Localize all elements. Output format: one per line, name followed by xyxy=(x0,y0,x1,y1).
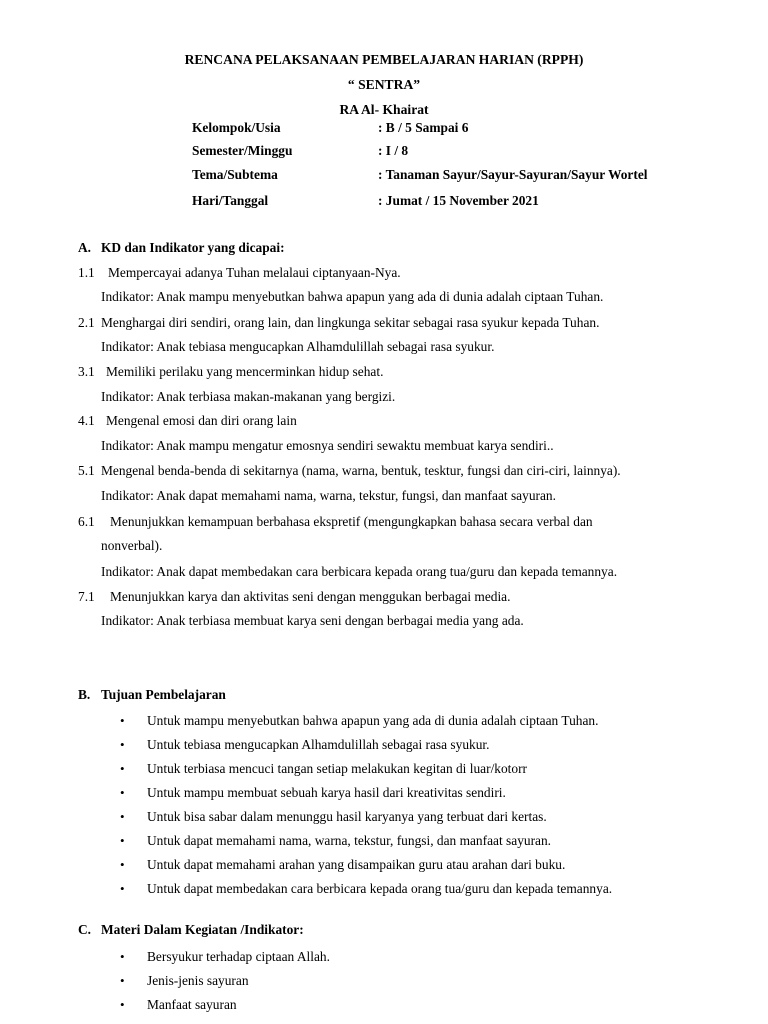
section-b-title: Tujuan Pembelajaran xyxy=(101,687,226,702)
list-item xyxy=(120,881,612,897)
section-c-letter: C. xyxy=(78,922,92,937)
bullet-icon: • xyxy=(120,737,125,752)
kd-indikator: Indikator: Anak tebiasa mengucapkan Alhamdulillah sebagai rasa syukur. xyxy=(101,339,495,354)
list-item-text: Untuk dapat memahami arahan yang disampaikan guru atau arahan dari buku. xyxy=(147,857,566,872)
meta-value-semester: : I / 8 xyxy=(378,143,409,158)
bullet-icon: • xyxy=(120,881,125,896)
kd-indikator: Indikator: Anak terbiasa makan-makanan yang bergizi. xyxy=(101,389,396,404)
list-item xyxy=(120,785,506,801)
kd-text: Mengenal emosi dan diri orang lain xyxy=(106,413,297,428)
list-item-text: Untuk mampu menyebutkan bahwa apapun yang ada di dunia adalah ciptaan Tuhan. xyxy=(147,713,599,728)
bullet-icon: • xyxy=(120,809,125,824)
kd-number: 4.1 xyxy=(78,413,95,428)
bullet-icon: • xyxy=(120,785,125,800)
kd-number: 2.1 xyxy=(78,315,95,330)
list-item xyxy=(120,809,547,825)
document-subtitle: “ SENTRA” xyxy=(347,77,421,92)
list-item xyxy=(120,833,551,849)
document-title: RENCANA PELAKSANAAN PEMBELAJARAN HARIAN (RPPH) xyxy=(184,52,584,67)
list-item-text: Untuk mampu membuat sebuah karya hasil dari kreativitas sendiri. xyxy=(147,785,506,800)
section-c-title: Materi Dalam Kegiatan /Indikator: xyxy=(101,922,304,937)
section-a-heading xyxy=(78,240,285,256)
section-a-title: KD dan Indikator yang dicapai: xyxy=(101,240,285,255)
list-item xyxy=(120,737,490,753)
list-item-text: Untuk bisa sabar dalam menunggu hasil karyanya yang terbuat dari kertas. xyxy=(147,809,547,824)
list-item xyxy=(120,761,527,777)
list-item xyxy=(120,973,249,989)
kd-number: 6.1 xyxy=(78,514,95,529)
section-a-letter: A. xyxy=(78,240,92,255)
bullet-icon: • xyxy=(120,713,125,728)
meta-value-kelompok: : B / 5 Sampai 6 xyxy=(378,120,469,135)
list-item-text: Bersyukur terhadap ciptaan Allah. xyxy=(147,949,330,964)
kd-indikator: Indikator: Anak dapat membedakan cara berbicara kepada orang tua/guru dan kepada temannya. xyxy=(101,564,618,579)
meta-label-semester: Semester/Minggu xyxy=(192,143,293,158)
kd-indikator: Indikator: Anak dapat memahami nama, warna, tekstur, fungsi, dan manfaat sayuran. xyxy=(101,488,556,503)
meta-value-hari: : Jumat / 15 November 2021 xyxy=(378,193,539,208)
list-item-text: Jenis-jenis sayuran xyxy=(147,973,249,988)
kd-text: Menunjukkan kemampuan berbahasa ekspretif (mengungkapkan bahasa secara verbal dan xyxy=(110,514,593,529)
kd-number: 1.1 xyxy=(78,265,95,280)
school-name: RA Al- Khairat xyxy=(339,102,429,117)
kd-number: 3.1 xyxy=(78,364,95,379)
section-c-heading xyxy=(78,922,304,938)
list-item-text: Untuk dapat memahami nama, warna, tekstur, fungsi, dan manfaat sayuran. xyxy=(147,833,552,848)
bullet-icon: • xyxy=(120,997,125,1012)
bullet-icon: • xyxy=(120,761,125,776)
kd-number: 5.1 xyxy=(78,463,95,478)
kd-text: Mempercayai adanya Tuhan melalaui ciptanyaan-Nya. xyxy=(108,265,401,280)
bullet-icon: • xyxy=(120,833,125,848)
bullet-icon: • xyxy=(120,949,125,964)
kd-text: Mengenal benda-benda di sekitarnya (nama, warna, bentuk, tesktur, fungsi dan ciri-ciri, lainnya). xyxy=(101,463,621,478)
list-item-text: Untuk tebiasa mengucapkan Alhamdulillah sebagai rasa syukur. xyxy=(147,737,490,752)
list-item xyxy=(120,997,237,1013)
meta-label-kelompok: Kelompok/Usia xyxy=(192,120,281,135)
bullet-icon: • xyxy=(120,857,125,872)
kd-text-continuation: nonverbal). xyxy=(101,538,163,553)
section-b-heading xyxy=(78,687,226,703)
section-b-letter: B. xyxy=(78,687,91,702)
meta-label-tema: Tema/Subtema xyxy=(192,167,278,182)
meta-value-tema: : Tanaman Sayur/Sayur-Sayuran/Sayur Wortel xyxy=(378,167,648,182)
list-item-text: Untuk terbiasa mencuci tangan setiap melakukan kegitan di luar/kotorr xyxy=(147,761,528,776)
bullet-icon: • xyxy=(120,973,125,988)
list-item-text: Manfaat sayuran xyxy=(147,997,237,1012)
kd-indikator: Indikator: Anak mampu mengatur emosnya sendiri sewaktu membuat karya sendiri.. xyxy=(101,438,554,453)
kd-text: Menghargai diri sendiri, orang lain, dan lingkunga sekitar sebagai rasa syukur kepada Tuhan. xyxy=(101,315,600,330)
list-item-text: Untuk dapat membedakan cara berbicara kepada orang tua/guru dan kepada temannya. xyxy=(147,881,613,896)
meta-label-hari: Hari/Tanggal xyxy=(192,193,269,208)
list-item xyxy=(120,949,330,965)
kd-number: 7.1 xyxy=(78,589,95,604)
kd-text: Menunjukkan karya dan aktivitas seni dengan menggukan berbagai media. xyxy=(110,589,511,604)
kd-indikator: Indikator: Anak terbiasa membuat karya seni dengan berbagai media yang ada. xyxy=(101,613,524,628)
kd-indikator: Indikator: Anak mampu menyebutkan bahwa apapun yang ada di dunia adalah ciptaan Tuhan. xyxy=(101,289,604,304)
kd-text: Memiliki perilaku yang mencerminkan hidup sehat. xyxy=(106,364,384,379)
list-item xyxy=(120,857,565,873)
list-item xyxy=(120,713,598,729)
